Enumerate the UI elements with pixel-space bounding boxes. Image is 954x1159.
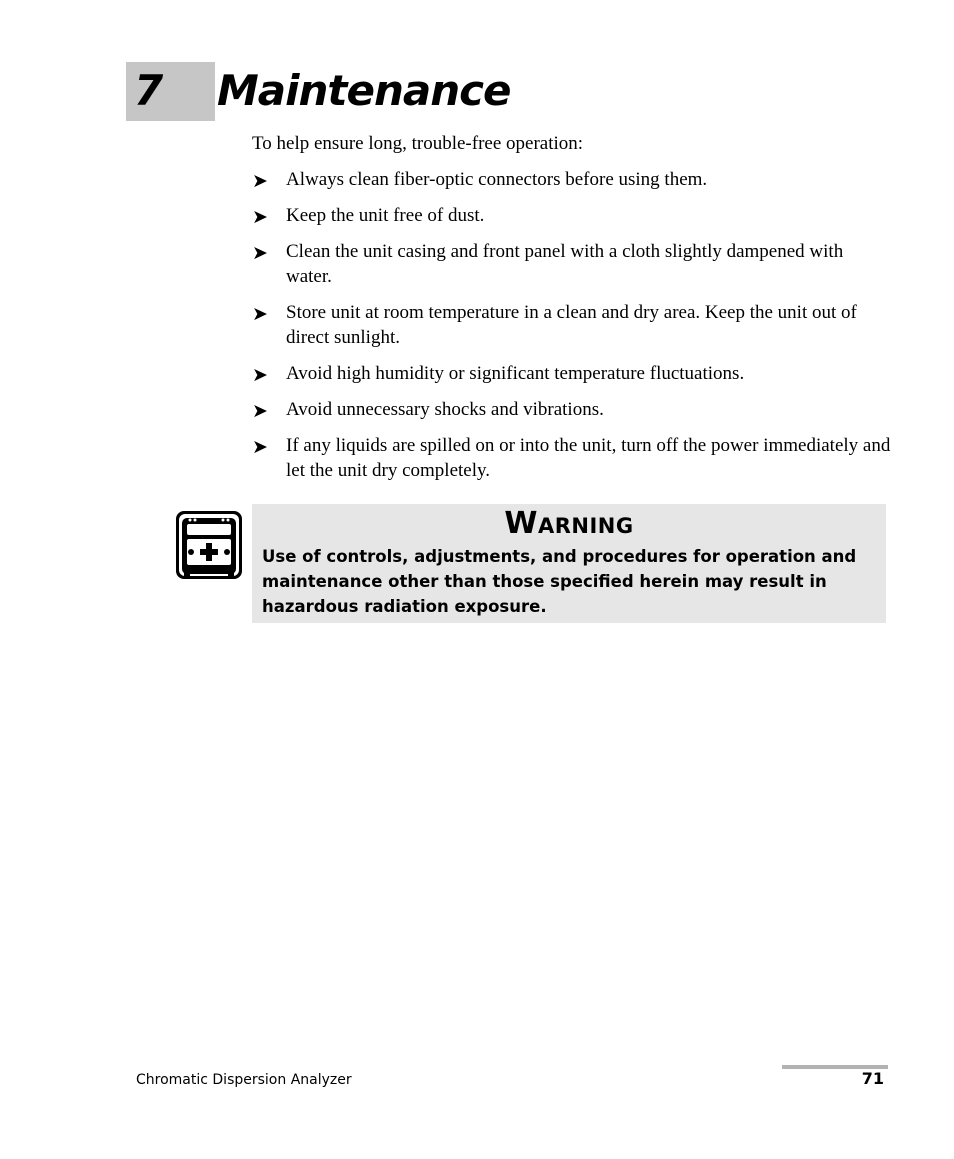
list-item-text: Avoid high humidity or significant temperature fluctuations. — [286, 363, 745, 384]
list-item — [252, 203, 892, 228]
list-item — [252, 300, 892, 350]
page-number: 71 — [861, 1069, 884, 1088]
list-item-text: Clean the unit casing and front panel with a cloth slightly dampened with water. — [286, 241, 844, 287]
maintenance-list — [252, 167, 892, 494]
arrow-bullet-icon: ➤ — [252, 206, 268, 228]
chapter-number: 7 — [134, 66, 164, 115]
arrow-bullet-icon: ➤ — [252, 436, 268, 458]
arrow-bullet-icon: ➤ — [252, 364, 268, 386]
list-item — [252, 239, 892, 289]
list-item-text: Always clean fiber-optic connectors before using them. — [286, 169, 708, 190]
arrow-bullet-icon: ➤ — [252, 242, 268, 264]
warning-title: Warning — [504, 506, 634, 541]
list-item-text: Avoid unnecessary shocks and vibrations. — [286, 399, 604, 420]
list-item-text: If any liquids are spilled on or into the unit, turn off the power immediately and let the unit dry completely. — [286, 435, 891, 481]
arrow-bullet-icon: ➤ — [252, 303, 268, 325]
intro-paragraph: To help ensure long, trouble-free operation: — [252, 133, 584, 154]
list-item-text: Keep the unit free of dust. — [286, 205, 485, 226]
warning-box — [252, 504, 886, 623]
footer-doc-title: Chromatic Dispersion Analyzer — [136, 1072, 352, 1088]
list-item — [252, 167, 892, 192]
arrow-bullet-icon: ➤ — [252, 400, 268, 422]
list-item — [252, 433, 892, 483]
ambulance-warning-icon — [175, 510, 243, 580]
list-item — [252, 361, 892, 386]
warning-text: Use of controls, adjustments, and procedures for operation and maintenance other than those specified herein may result in hazardous radiation exposure. — [262, 547, 857, 616]
arrow-bullet-icon: ➤ — [252, 170, 268, 192]
chapter-title: Maintenance — [217, 66, 511, 115]
list-item — [252, 397, 892, 422]
list-item-text: Store unit at room temperature in a clean and dry area. Keep the unit out of direct sunlight. — [286, 302, 857, 348]
